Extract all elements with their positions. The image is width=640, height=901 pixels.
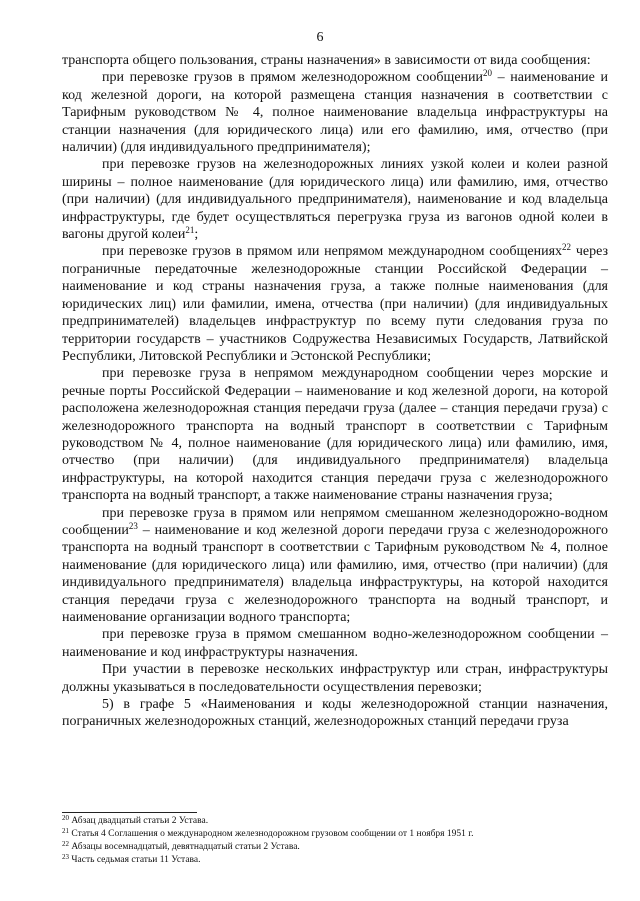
paragraph: при перевозке грузов в прямом или непрямом международном сообщениях$^{22}$ через пограничные передаточные железнодорожные станции Российской Федерации – наименование и код страны назначения груза, а также полные наименования (для юридических лиц) или фамилии, имена, отчества (при наличии) (для индивидуальных предпринимателей) владельцев инфраструктур по всему пути следования груза по территории государств – участников Содружества Независимых Государств, Латвийской Республики, Литовской Республики и Эстонской Республики; [62, 242, 609, 364]
paragraph: при перевозке груза в прямом или непрямом смешанном железнодорожно-водном сообщении$^{23}$ – наименование и код железной дороги передачи груза с железнодорожного транспорта на водный транспорт в соответствии с Тарифным руководством № 4, полное наименование (для юридического лица) или фамилию, имя, отчество (при наличии) (для индивидуального предпринимателя) владельца инфраструктуры, на которой находится станция передачи груза с железнодорожного транспорта на водный транспорт, и наименование организации водного транспорта; [62, 505, 608, 625]
paragraph: при перевозке грузов в прямом железнодорожном сообщении$^{20}$ – наименование и код железной дороги, на которой размещена станция назначения в соответствии с Тарифным руководством № 4, полное наименование владельца инфраструктуры на станции назначения (для юридического лица) или его фамилию, имя, отчество (при наличии) (для индивидуального предпринимателя); [62, 68, 609, 156]
footnote: $^{22}$ Абзацы восемнадцатый, девятнадцатый статьи 2 Устава. [62, 840, 300, 852]
paragraph: транспорта общего пользования, страны назначения» в зависимости от вида сообщения: [62, 53, 591, 68]
paragraph: при перевозке груза в прямом смешанном водно-железнодорожном сообщении – наименование и код инфраструктуры назначения. [62, 627, 608, 660]
footnote: $^{21}$ Статья 4 Соглашения о международном железнодорожном грузовом сообщении от 1 ноября 1951 г. [62, 827, 474, 839]
page-number: 6 [316, 30, 324, 45]
footnote-ref: 21 [185, 225, 195, 236]
footnote-ref: 22 [562, 242, 572, 253]
footnotes [62, 815, 608, 867]
footnote-divider [62, 812, 197, 813]
paragraph: При участии в перевозке нескольких инфраструктур или стран, инфраструктуры должны указываться в последовательности осуществления перевозки; [62, 662, 608, 695]
paragraph: 5) в графе 5 «Наименования и коды железнодорожной станции назначения, пограничных железнодорожных станций, железнодорожных станций передачи груза [62, 697, 608, 730]
footnote: $^{20}$ Абзац двадцатый статьи 2 Устава. [62, 814, 209, 826]
footnote-ref: 20 [483, 68, 493, 79]
footnote: $^{23}$ Часть седьмая статьи 11 Устава. [62, 853, 201, 865]
paragraph: при перевозке грузов на железнодорожных линиях узкой колеи и колеи разной ширины – полное наименование (для юридического лица) или фамилию, имя, отчество (при наличии) (для индивидуального предпринимателя), наименование и код владельца инфраструктуры, где будет осуществляться перегрузка груза из вагонов одной колеи в вагоны другой колеи$^{21}$; [62, 157, 608, 243]
body-text [62, 52, 608, 731]
footnote-ref: 23 [128, 520, 138, 531]
paragraph: при перевозке груза в непрямом международном сообщении через морские и речные порты Российской Федерации – наименование и код железной дороги, на которой расположена железнодорожная станция передачи груза (далее – станция передачи груза) с железнодорожного транспорта на водный транспорт в соответствии с Тарифным руководством № 4, полное наименование (для юридического лица) или фамилию, имя, отчество (при наличии) (для индивидуального предпринимателя) владельца инфраструктуры, на которой находится станция передачи груза с железнодорожного транспорта на водный транспорт, а также наименование страны назначения груза; [62, 366, 608, 504]
